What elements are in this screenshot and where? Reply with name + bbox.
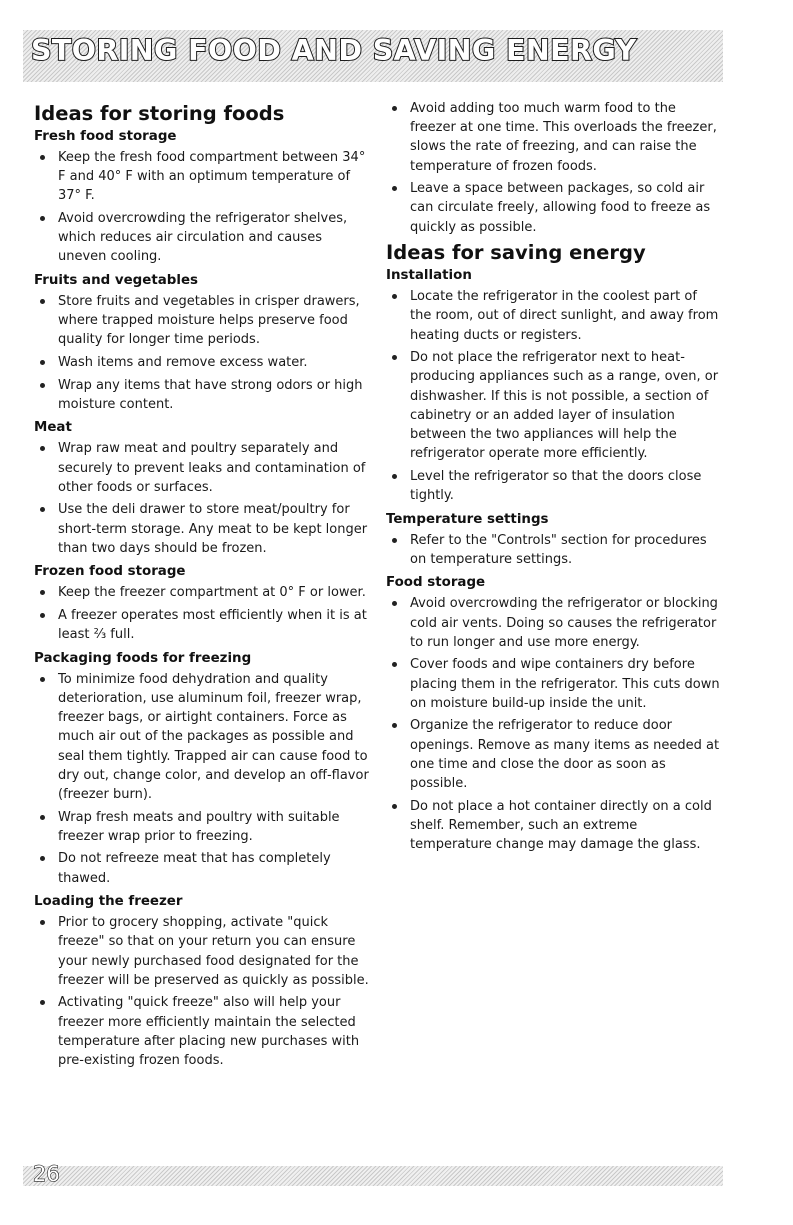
bullet-item: Prior to grocery shopping, activate "quick freeze" so that on your return you can ensure your newly purchased food designated for the freezer will be preserved as quickly as possible.: [34, 913, 374, 990]
section-list-frozen-food-storage: [34, 583, 374, 644]
section-list-fruits-and-vegetables: [34, 292, 374, 414]
section-heading-meat: Meat: [34, 420, 72, 436]
bullet-item: Organize the refrigerator to reduce door openings. Remove as many items as needed at one time and close the door as soon as possible.: [386, 716, 721, 793]
storing-foods-sections: [34, 126, 374, 1070]
section-list-packaging-foods-for-freezing: [34, 670, 374, 888]
section-heading-fresh-food-storage: Fresh food storage: [34, 129, 177, 144]
section-heading-frozen-food-storage: Frozen food storage: [34, 564, 186, 580]
bullet-item: Do not place the refrigerator next to heat-producing appliances such as a range, oven, or dishwasher. If this is not possible, a section of cabinetry or an added layer of insulation between the two appliances will help the refrigerator operate more efficiently.: [386, 348, 721, 463]
section-list-meat: [34, 439, 374, 558]
bullet-item: Cover foods and wipe containers dry before placing them in the refrigerator. This cuts down on moisture build-up inside the unit.: [386, 655, 721, 713]
bullet-item: Activating "quick freeze" also will help your freezer more efficiently maintain the selected temperature after placing new purchases with pre-existing frozen foods.: [34, 993, 374, 1070]
section-list-food-storage: [386, 594, 721, 854]
left-column: [34, 101, 374, 1074]
bullet-item: Use the deli drawer to store meat/poultry for short-term storage. Any meat to be kept longer than two days should be frozen.: [34, 500, 374, 558]
section-heading-loading-the-freezer: Loading the freezer: [34, 894, 183, 910]
section-heading-temperature-settings: Temperature settings: [386, 511, 549, 527]
bullet-item: Locate the refrigerator in the coolest part of the room, out of direct sunlight, and away from heating ducts or registers.: [386, 287, 721, 345]
saving-energy-sections: [386, 265, 721, 854]
bullet-item: Do not refreeze meat that has completely thawed.: [34, 849, 374, 887]
section-heading-fruits-and-vegetables: Fruits and vegetables: [34, 273, 199, 288]
section-heading-food-storage: Food storage: [386, 575, 486, 591]
bullet-item: Wrap raw meat and poultry separately and securely to prevent leaks and contamination of other foods or surfaces.: [34, 439, 374, 497]
bullet-item: Store fruits and vegetables in crisper drawers, where trapped moisture helps preserve food quality for longer time periods.: [34, 292, 374, 350]
bullet-item: Wash items and remove excess water.: [34, 353, 374, 372]
bullet-item: Keep the fresh food compartment between 34° F and 40° F with an optimum temperature of 37° F.: [34, 148, 374, 206]
storing-foods-heading: Ideas for storing foods: [34, 102, 285, 125]
section-list-installation: [386, 287, 721, 505]
section-list-temperature-settings: [386, 531, 721, 569]
bullet-item: Avoid overcrowding the refrigerator shelves, which reduces air circulation and causes uneven cooling.: [34, 209, 374, 267]
page-title: STORING FOOD AND SAVING ENERGY: [31, 34, 637, 67]
bullet-item: Do not place a hot container directly on a cold shelf. Remember, such an extreme temperature change may damage the glass.: [386, 797, 721, 855]
saving-energy-heading: Ideas for saving energy: [386, 241, 646, 265]
page-number: 26: [33, 1162, 60, 1186]
bullet-item: Wrap any items that have strong odors or high moisture content.: [34, 376, 374, 414]
header-banner: [23, 30, 723, 82]
section-list-loading-the-freezer: [34, 913, 374, 1070]
bullet-item: Keep the freezer compartment at 0° F or lower.: [34, 583, 374, 602]
bullet-item: A freezer operates most efficiently when it is at least ⅔ full.: [34, 606, 374, 644]
section-list-fresh-food-storage: [34, 148, 374, 267]
footer-bar: [23, 1162, 723, 1186]
bullet-item: Wrap fresh meats and poultry with suitable freezer wrap prior to freezing.: [34, 808, 374, 846]
bullet-item: Avoid overcrowding the refrigerator or blocking cold air vents. Doing so causes the refrigerator to run longer and use more energy.: [386, 594, 721, 652]
section-heading-installation: Installation: [386, 268, 472, 284]
bullet-item: Refer to the "Controls" section for procedures on temperature settings.: [386, 531, 721, 569]
bullet-item: Leave a space between packages, so cold air can circulate freely, allowing food to freeze as quickly as possible.: [386, 179, 721, 237]
bullet-item: Avoid adding too much warm food to the freezer at one time. This overloads the freezer, slows the rate of freezing, and can raise the temperature of frozen foods.: [386, 99, 721, 176]
bullet-item: To minimize food dehydration and quality deterioration, use aluminum foil, freezer wrap, freezer bags, or airtight containers. Force as much air out of the packages as possible and seal them tightly. Trapped air can cause food to dry out, change color, and develop an off-flavor (freezer burn).: [34, 670, 374, 804]
bullet-item: Level the refrigerator so that the doors close tightly.: [386, 467, 721, 505]
section-heading-packaging-foods-for-freezing: Packaging foods for freezing: [34, 650, 252, 666]
right-column: [386, 99, 721, 858]
loading-freezer-continued-list: [386, 99, 721, 237]
